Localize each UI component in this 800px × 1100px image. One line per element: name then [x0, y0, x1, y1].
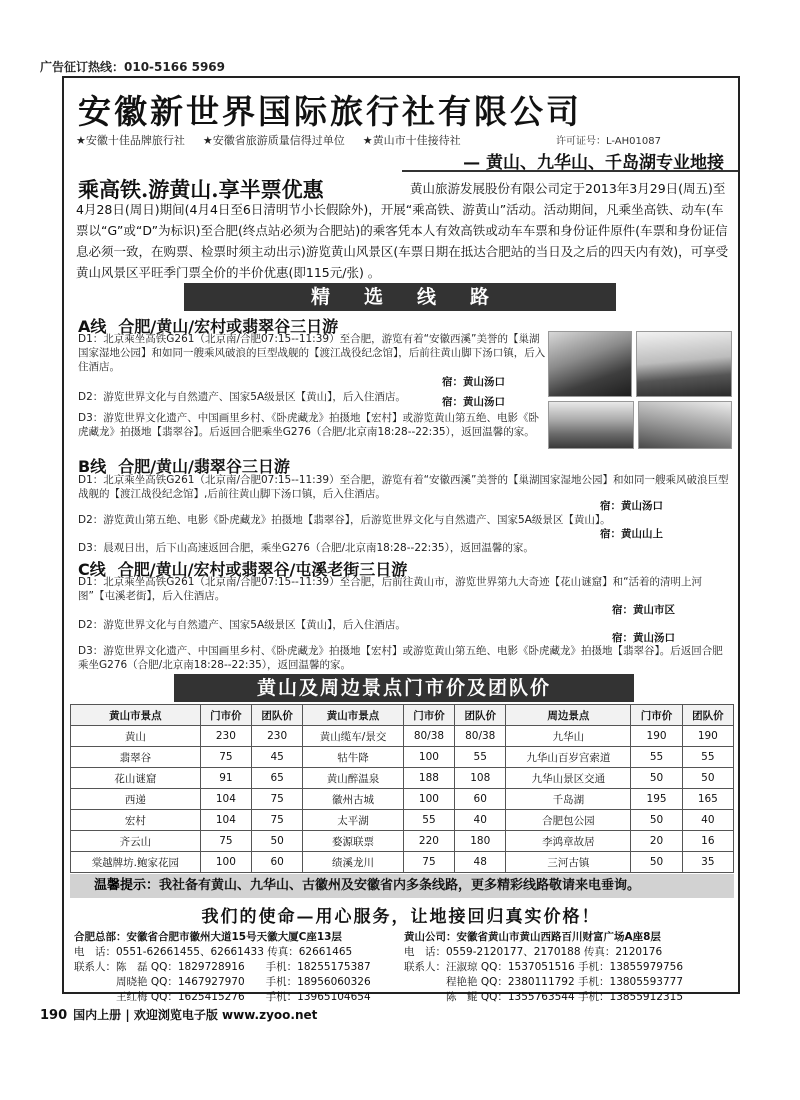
contact-line: 王红梅 QQ：1625415276 手机：13965104654 [74, 991, 371, 1003]
table-cell: 165 [682, 789, 733, 810]
table-cell: 190 [682, 726, 733, 747]
table-cell: 九华山百岁宫索道 [506, 747, 631, 768]
footer-text: 国内上册 | 欢迎浏览电子版 www.zyoo.net [73, 1008, 318, 1022]
table-cell: 齐云山 [71, 831, 201, 852]
table-row [71, 831, 734, 852]
table-cell: 80/38 [403, 726, 454, 747]
route-a-day1: D1：北京乘坐高铁G261（北京南/合肥07:15--11:39）至合肥，游览有着“安徽西溪”美誉的【巢湖国家湿地公园】和如同一艘乘风破浪的巨型战舰的【渡江战役纪念馆】，后前往黄山脚下汤口镇，后入住酒店。 [78, 333, 546, 373]
ad-hotline: 广告征订热线：010-5166 5969 [40, 60, 226, 74]
page-footer [40, 1006, 317, 1023]
route-name: 合肥/黄山/翡翠谷三日游 [118, 457, 290, 476]
table-cell: 55 [403, 810, 454, 831]
table-cell: 花山谜窟 [71, 768, 201, 789]
table-cell: 60 [252, 852, 303, 873]
column-header: 黄山市景点 [71, 705, 201, 726]
route-a-day2: D2：游览世界文化与自然遗产、国家5A级景区【黄山】，后入住酒店。 [78, 391, 406, 403]
table-row [71, 726, 734, 747]
contact-line: 联系人：汪淑琼 QQ：1537051516 手机：13855979756 [404, 961, 683, 973]
mission-statement: 我们的使命—用心服务，让地接回归真实价格！ [201, 907, 601, 927]
column-header: 门市价 [403, 705, 454, 726]
hefei-office-contacts [74, 930, 371, 1005]
table-cell: 50 [631, 768, 682, 789]
route-a-day1-stay: 宿：黄山汤口 [442, 376, 505, 388]
table-cell: 千岛湖 [506, 789, 631, 810]
table-cell: 40 [682, 810, 733, 831]
honor-item: ★安徽省旅游质量信得过单位 [202, 134, 345, 147]
route-a-day2-stay: 宿：黄山汤口 [442, 396, 505, 408]
table-cell: 西递 [71, 789, 201, 810]
table-cell: 180 [455, 831, 506, 852]
notice-banner [70, 874, 734, 898]
promo-title: 乘高铁.游黄山.享半票优惠 [78, 177, 324, 202]
route-c-day1: D1：北京乘坐高铁G261（北京南/合肥07:15--11:39）至合肥，后前往黄山市，游览世界第九大奇迹【花山谜窟】和“活着的清明上河图”【屯溪老街】，后入住酒店。 [78, 576, 703, 602]
table-cell: 65 [252, 768, 303, 789]
promo-body: 黄山旅游发展股份有限公司定于2013年3月29日(周五)至4月28日(周日)期间(4月4日至6日清明节小长假除外)，开展“乘高铁、游黄山”活动。活动期间，凡乘坐高铁、动车(车票以“G”或“D”为标识)至合肥(终点站必须为合肥站)的乘客凭本人有效高铁或动车车票和身份证件原件(车票和身份证信息必须一致，在购票、检票时须主动出示)游览黄山风景区(车票日期在抵达合肥站的当日及之后的四天内有效)，可享受黄山风景区平旺季门票全价的半价优惠(即115元/张) 。 [76, 181, 729, 280]
village-photo [548, 401, 634, 449]
table-cell: 棠越牌坊.鲍家花园 [71, 852, 201, 873]
office-phone: 电 话：0551-62661455、62661433 传真：62661465 [74, 946, 353, 958]
office-address: 黄山公司：安徽省黄山市黄山西路百川财富广场A座8层 [404, 931, 661, 943]
column-header: 团队价 [682, 705, 733, 726]
table-cell: 55 [682, 747, 733, 768]
table-cell: 230 [252, 726, 303, 747]
contact-line: 陈 鲲 QQ：1355763544 手机：13855912315 [404, 991, 683, 1003]
route-a-day3: D3：游览世界文化遗产、中国画里乡村、《卧虎藏龙》拍摄地【宏村】或游览黄山第五绝、电影《卧虎藏龙》拍摄地【翡翠谷】。后返回合肥乘坐G276（合肥/北京南18:28--22:35），返回温馨的家。 [78, 412, 540, 438]
table-cell: 104 [200, 810, 251, 831]
table-cell: 翡翠谷 [71, 747, 201, 768]
route-b-day3: D3：晨观日出，后下山高速返回合肥，乘坐G276（合肥/北京南18:28--22:35），返回温馨的家。 [78, 542, 534, 554]
header-divider [402, 170, 738, 172]
route-b-day1-stay: 宿：黄山汤口 [600, 500, 663, 512]
table-row [71, 852, 734, 873]
route-code: C线 [78, 560, 106, 579]
page-number: 190 [40, 1008, 68, 1023]
table-cell: 100 [403, 747, 454, 768]
table-cell: 50 [682, 768, 733, 789]
table-cell: 三河古镇 [506, 852, 631, 873]
table-cell: 108 [455, 768, 506, 789]
table-cell: 婺源联票 [303, 831, 404, 852]
honor-item: ★安徽十佳品牌旅行社 [76, 134, 185, 147]
lake-sunset-photo [636, 331, 732, 397]
huangshan-office-contacts [404, 930, 683, 1005]
table-cell: 徽州古城 [303, 789, 404, 810]
waterfall-photo [638, 401, 732, 449]
table-cell: 16 [682, 831, 733, 852]
table-cell: 195 [631, 789, 682, 810]
table-cell: 50 [252, 831, 303, 852]
table-cell: 60 [455, 789, 506, 810]
license-number: 许可证号：L-AH01087 [556, 136, 661, 147]
notice-text: 我社备有黄山、九华山、古徽州及安徽省内多条线路，更多精彩线路敬请来电垂询。 [159, 878, 641, 893]
route-c-day2-stay: 宿：黄山汤口 [612, 632, 675, 644]
table-cell: 太平湖 [303, 810, 404, 831]
routes-section-title: 精选线路 [184, 283, 616, 311]
table-row [71, 768, 734, 789]
table-cell: 75 [200, 831, 251, 852]
table-row [71, 810, 734, 831]
table-cell: 黄山 [71, 726, 201, 747]
table-cell: 九华山景区交通 [506, 768, 631, 789]
contact-line: 程艳艳 QQ：2380111792 手机：13805593777 [404, 976, 683, 988]
table-header-row [71, 705, 734, 726]
table-cell: 104 [200, 789, 251, 810]
table-row [71, 747, 734, 768]
table-cell: 宏村 [71, 810, 201, 831]
route-b-day1: D1：北京乘坐高铁G261（北京南/合肥07:15--11:39）至合肥，游览有着“安徽西溪”美誉的【巢湖国家湿地公园】和如同一艘乘风破浪巨型战舰的【渡江战役纪念馆】,后前往黄山脚下汤口镇，后入住酒店。 [78, 474, 729, 500]
route-name: 合肥/黄山/宏村或翡翠谷三日游 [118, 317, 339, 336]
company-slogan: — 黄山、九华山、千岛湖专业地接 [463, 153, 724, 173]
table-cell: 91 [200, 768, 251, 789]
table-cell: 35 [682, 852, 733, 873]
table-cell: 55 [631, 747, 682, 768]
column-header: 门市价 [631, 705, 682, 726]
table-cell: 75 [200, 747, 251, 768]
table-cell: 合肥包公园 [506, 810, 631, 831]
table-cell: 40 [455, 810, 506, 831]
table-cell: 100 [403, 789, 454, 810]
route-b-day2-stay: 宿：黄山山上 [600, 528, 663, 540]
column-header: 团队价 [455, 705, 506, 726]
route-code: B线 [78, 457, 107, 476]
table-cell: 230 [200, 726, 251, 747]
table-cell: 75 [403, 852, 454, 873]
company-name: 安徽新世界国际旅行社有限公司 [78, 92, 582, 131]
column-header: 周边景点 [506, 705, 631, 726]
mountain-photo [548, 331, 632, 397]
table-cell: 48 [455, 852, 506, 873]
table-cell: 50 [631, 852, 682, 873]
honors-row [76, 132, 461, 148]
table-cell: 55 [455, 747, 506, 768]
route-c-day1-stay: 宿：黄山市区 [612, 604, 675, 616]
table-cell: 50 [631, 810, 682, 831]
column-header: 门市价 [200, 705, 251, 726]
table-cell: 黄山醉温泉 [303, 768, 404, 789]
table-cell: 牯牛降 [303, 747, 404, 768]
table-cell: 九华山 [506, 726, 631, 747]
route-c-day2: D2：游览世界文化与自然遗产、国家5A级景区【黄山】，后入住酒店。 [78, 619, 406, 631]
office-address: 合肥总部：安徽省合肥市徽州大道15号天徽大厦C座13层 [74, 931, 342, 943]
table-cell: 75 [252, 789, 303, 810]
table-cell: 75 [252, 810, 303, 831]
table-cell: 绩溪龙川 [303, 852, 404, 873]
notice-label: 温馨提示： [94, 878, 160, 893]
table-cell: 220 [403, 831, 454, 852]
column-header: 团队价 [252, 705, 303, 726]
route-code: A线 [78, 317, 107, 336]
route-name: 合肥/黄山/宏村或翡翠谷/屯溪老街三日游 [117, 560, 408, 579]
table-cell: 20 [631, 831, 682, 852]
table-cell: 45 [252, 747, 303, 768]
advertisement-frame [62, 76, 740, 1003]
table-row [71, 789, 734, 810]
table-cell: 188 [403, 768, 454, 789]
table-cell: 黄山缆车/景交 [303, 726, 404, 747]
contact-line: 联系人：陈 磊 QQ：1829728916 手机：18255175387 [74, 961, 371, 973]
column-header: 黄山市景点 [303, 705, 404, 726]
price-table [70, 704, 734, 873]
prices-section-title: 黄山及周边景点门市价及团队价 [174, 674, 634, 702]
route-b-day2: D2：游览黄山第五绝、电影《卧虎藏龙》拍摄地【翡翠谷】，后游览世界文化与自然遗产、国家5A级景区【黄山】。 [78, 514, 611, 526]
honor-item: ★黄山市十佳接待社 [362, 134, 461, 147]
table-cell: 李鸿章故居 [506, 831, 631, 852]
table-cell: 100 [200, 852, 251, 873]
office-phone: 电 话：0559-2120177、2170188 传真：2120176 [404, 946, 663, 958]
table-cell: 190 [631, 726, 682, 747]
route-c-day3: D3：游览世界文化遗产、中国画里乡村、《卧虎藏龙》拍摄地【宏村】或游览黄山第五绝、电影《卧虎藏龙》拍摄地【翡翠谷】。后返回合肥乘坐G276（合肥/北京南18:28--22:35），返回温馨的家。 [78, 645, 723, 671]
contact-line: 周晓艳 QQ：1467927970 手机：18956060326 [74, 976, 371, 988]
table-cell: 80/38 [455, 726, 506, 747]
